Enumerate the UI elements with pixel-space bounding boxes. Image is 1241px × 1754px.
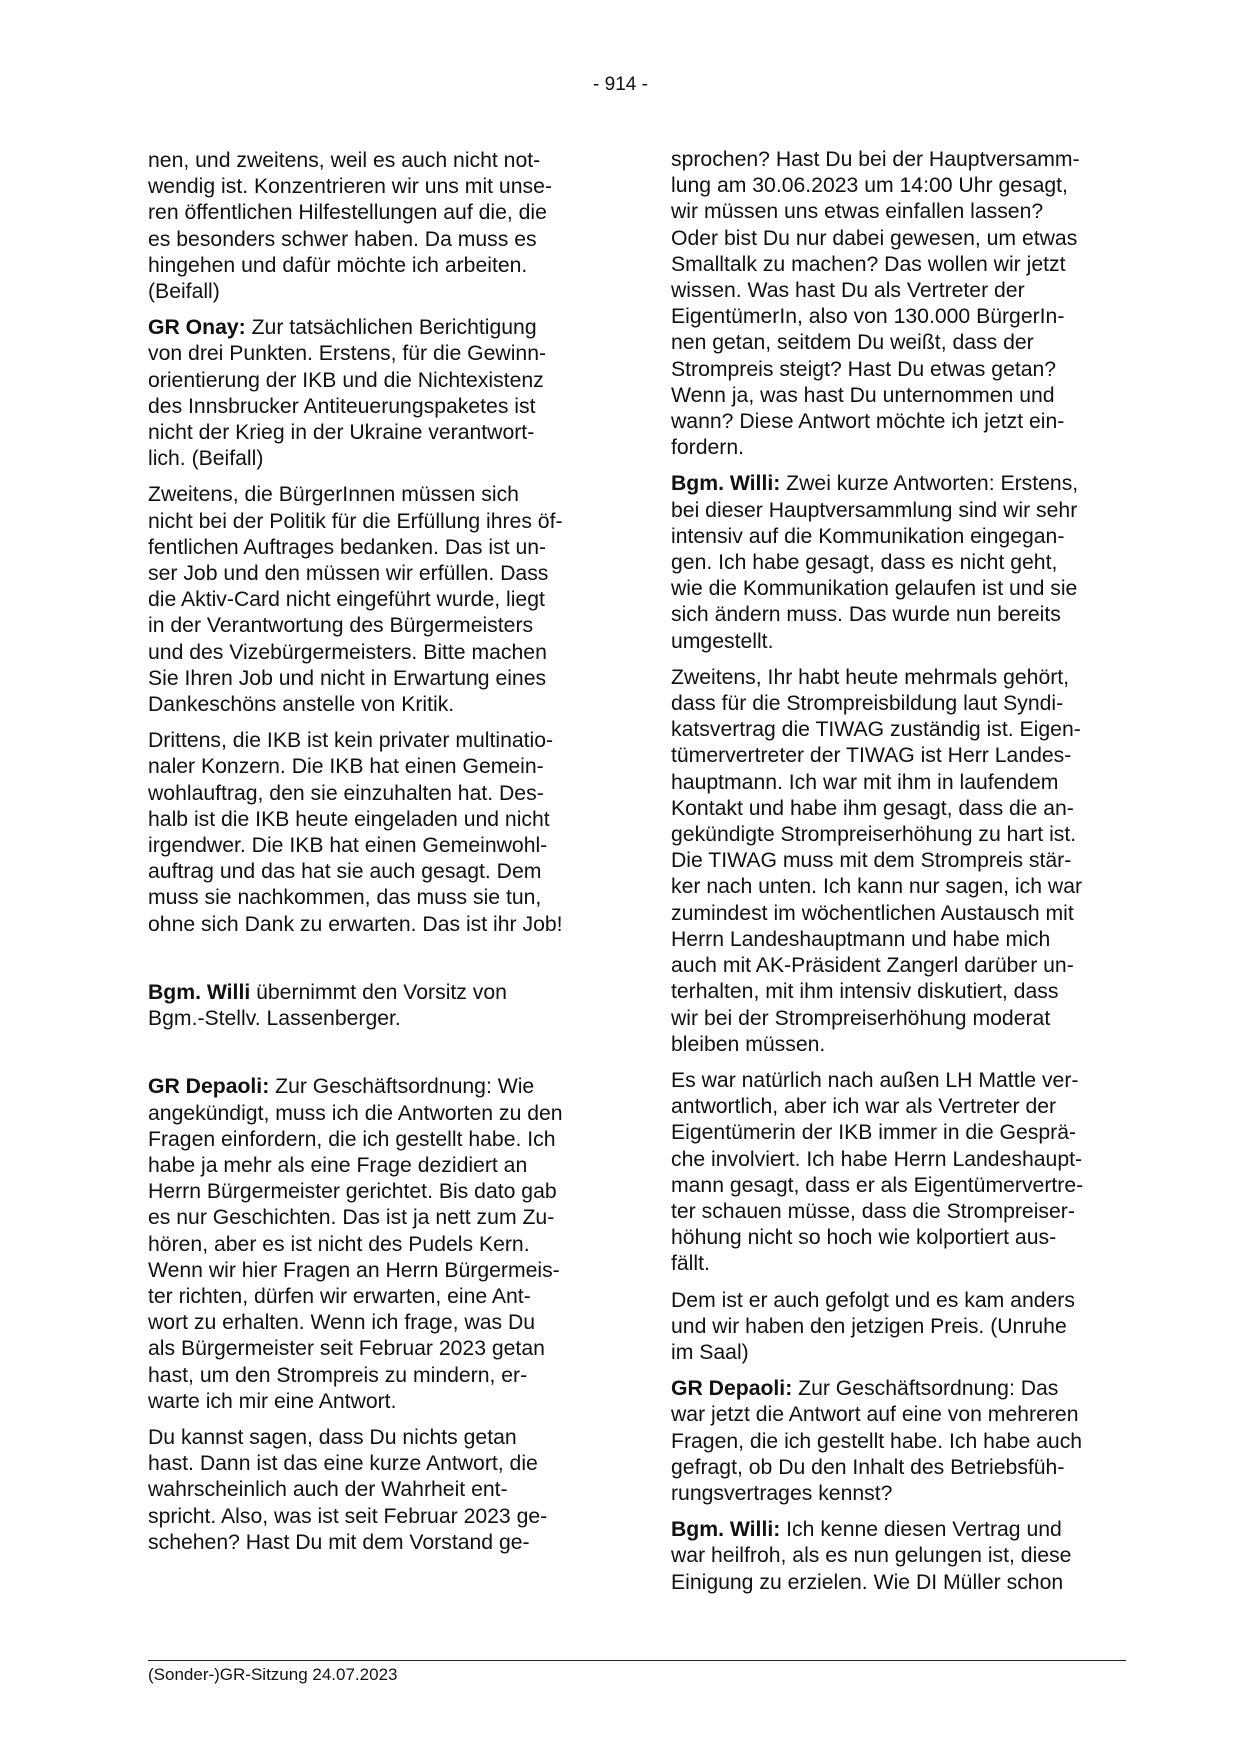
note-text: übernimmt den Vorsitz von Bgm.-Stellv. Lassenberger. — [148, 980, 507, 1031]
paragraph — [148, 1074, 600, 1415]
paragraph: Du kannst sagen, dass Du nichts getan hast. Dann ist das eine kurze Antwort, die wahrscheinlich auch der Wahrheit ent- spricht. Also, was ist seit Februar 2023 ge- schehen? Hast Du mit dem Vorstand ge- — [148, 1425, 548, 1554]
speech-text: Zur Geschäftsordnung: Wie angekündigt, muss ich die Antworten zu den Fragen einfordern, die ich gestellt habe. Ich habe ja mehr als eine Frage dezidiert an Herrn Bürgermeister gerichtet. Bis dato gab es nur Geschichten. Das ist ja nett zum Zu- hören, aber es ist nicht des Pudels Kern. Wenn wir hier Fragen an Herrn Bürgermeis- ter richten, dürfen wir erwarten, eine Ant- wort zu erhalten. Wenn ich frage, was Du als Bürgermeister seit Februar 2023 getan hast, um den Strompreis zu mindern, er- warte ich mir eine Antwort. — [148, 1075, 563, 1413]
paragraph: Zweitens, Ihr habt heute mehrmals gehört, dass für die Strompreisbildung laut Syndi- katsvertrag die TIWAG zuständig ist. Eigen- tümervertreter der TIWAG ist Herr Landes- hauptmann. Ich war mit ihm in laufendem Kontakt und habe ihm gesagt, dass die an- gekündigte Strompreiserhöhung zu hart ist. Die TIWAG muss mit dem Strompreis stär- ker nach unten. Ich kann nur sagen, ich war zumindest im wöchentlichen Austausch mit Herrn Landeshauptmann und habe mich auch mit AK-Präsident Zangerl darüber un- terhalten, mit ihm intensiv diskutiert, dass wir bei der Strompreiserhöhung moderat bleiben müssen. — [671, 665, 1083, 1056]
speaker-name: Bgm. Willi — [148, 980, 251, 1004]
speaker-name: Bgm. Willi: — [671, 472, 781, 496]
paragraph — [671, 1517, 1123, 1596]
paragraph: Es war natürlich nach außen LH Mattle ver- antwortlich, aber ich war als Vertreter der Eigentümerin der IKB immer in die Gesprä- che involviert. Ich habe Herrn Landeshaupt- mann gesagt, dass er als Eigentümervertre- ter schauen müsse, dass die Strompreiser- höhung nicht so hoch wie kolportiert aus- fällt. — [671, 1068, 1084, 1276]
speaker-name: GR Depaoli: — [148, 1075, 270, 1099]
speech-text: Zur Geschäftsordnung: Das war jetzt die Antwort auf eine von mehreren Fragen, die ich gestellt habe. Ich habe auch gefragt, ob Du den Inhalt des Betriebsfüh- rungsvertrages kennst? — [671, 1377, 1083, 1505]
paragraph: Zweitens, die BürgerInnen müssen sich nicht bei der Politik für die Erfüllung ihres öf- fentlichen Auftrages bedanken. Das ist un- ser Job und den müssen wir erfüllen. Dass die Aktiv-Card nicht eingeführt wurde, liegt in der Verantwortung des Bürgermeisters und des Vizebürgermeisters. Bitte machen Sie Ihren Job und nicht in Erwartung eines Dankeschöns anstelle von Kritik. — [148, 483, 563, 717]
left-column — [148, 148, 600, 1556]
paragraph — [148, 315, 600, 472]
footer-session-label: (Sonder-)GR-Sitzung 24.07.2023 — [148, 1665, 398, 1684]
paragraph — [671, 471, 1123, 654]
speaker-name: Bgm. Willi: — [671, 1518, 781, 1542]
page-number: - 914 - — [593, 74, 648, 95]
paragraph: nen, und zweitens, weil es auch nicht not- wendig ist. Konzentrieren wir uns mit unse- ren öffentlichen Hilfestellungen auf die, die es besonders schwer haben. Da muss es hingehen und dafür möchte ich arbeiten. (Beifall) — [148, 149, 552, 304]
speech-text: Zwei kurze Antworten: Erstens, bei dieser Hauptversammlung sind wir sehr intensiv auf die Kommunikation eingegan- gen. Ich habe gesagt, dass es nicht geht, wie die Kommunikation gelaufen ist und sie sich ändern muss. Das wurde nun bereits umgestellt. — [671, 472, 1079, 653]
paragraph: Drittens, die IKB ist kein privater multinatio- naler Konzern. Die IKB hat einen Gemein- wohlauftrag, den sie einzuhalten hat. Des- halb ist die IKB heute eingeladen und nicht irgendwer. Die IKB hat einen Gemeinwohl- auftrag und das hat sie auch gesagt. Dem muss sie nachkommen, das muss sie tun, ohne sich Dank zu erwarten. Das ist ihr Job! — [148, 729, 563, 936]
speech-text: Zur tatsächlichen Berichtigung von drei Punkten. Erstens, für die Gewinn- orientierung der IKB und die Nichtexistenz des Innsbrucker Antiteuerungspaketes ist nicht der Krieg in der Ukraine verantwort- lich. (Beifall) — [148, 316, 547, 471]
speaker-name: GR Depaoli: — [671, 1377, 793, 1401]
right-column — [671, 147, 1123, 1596]
speech-text: Ich kenne diesen Vertrag und war heilfroh, als es nun gelungen ist, diese Einigung zu erzielen. Wie DI Müller schon — [671, 1518, 1072, 1594]
paragraph — [671, 1376, 1123, 1507]
paragraph: sprochen? Hast Du bei der Hauptversamm- lung am 30.06.2023 um 14:00 Uhr gesagt, wir müssen uns etwas einfallen lassen? Oder bist Du nur dabei gewesen, um etwas Smalltalk zu machen? Das wollen wir jetzt wissen. Was hast Du als Vertreter der EigentümerIn, also von 130.000 BürgerIn- nen getan, seitdem Du weißt, dass der Strompreis steigt? Hast Du etwas getan? Wenn ja, was hast Du unternommen und wann? Diese Antwort möchte ich jetzt ein- fordern. — [671, 148, 1080, 460]
footer-divider — [148, 1660, 1126, 1661]
paragraph: Dem ist er auch gefolgt und es kam anders und wir haben den jetzigen Preis. (Unruhe im Saal) — [671, 1288, 1075, 1364]
chair-change-note — [148, 980, 600, 1032]
speaker-name: GR Onay: — [148, 316, 246, 340]
